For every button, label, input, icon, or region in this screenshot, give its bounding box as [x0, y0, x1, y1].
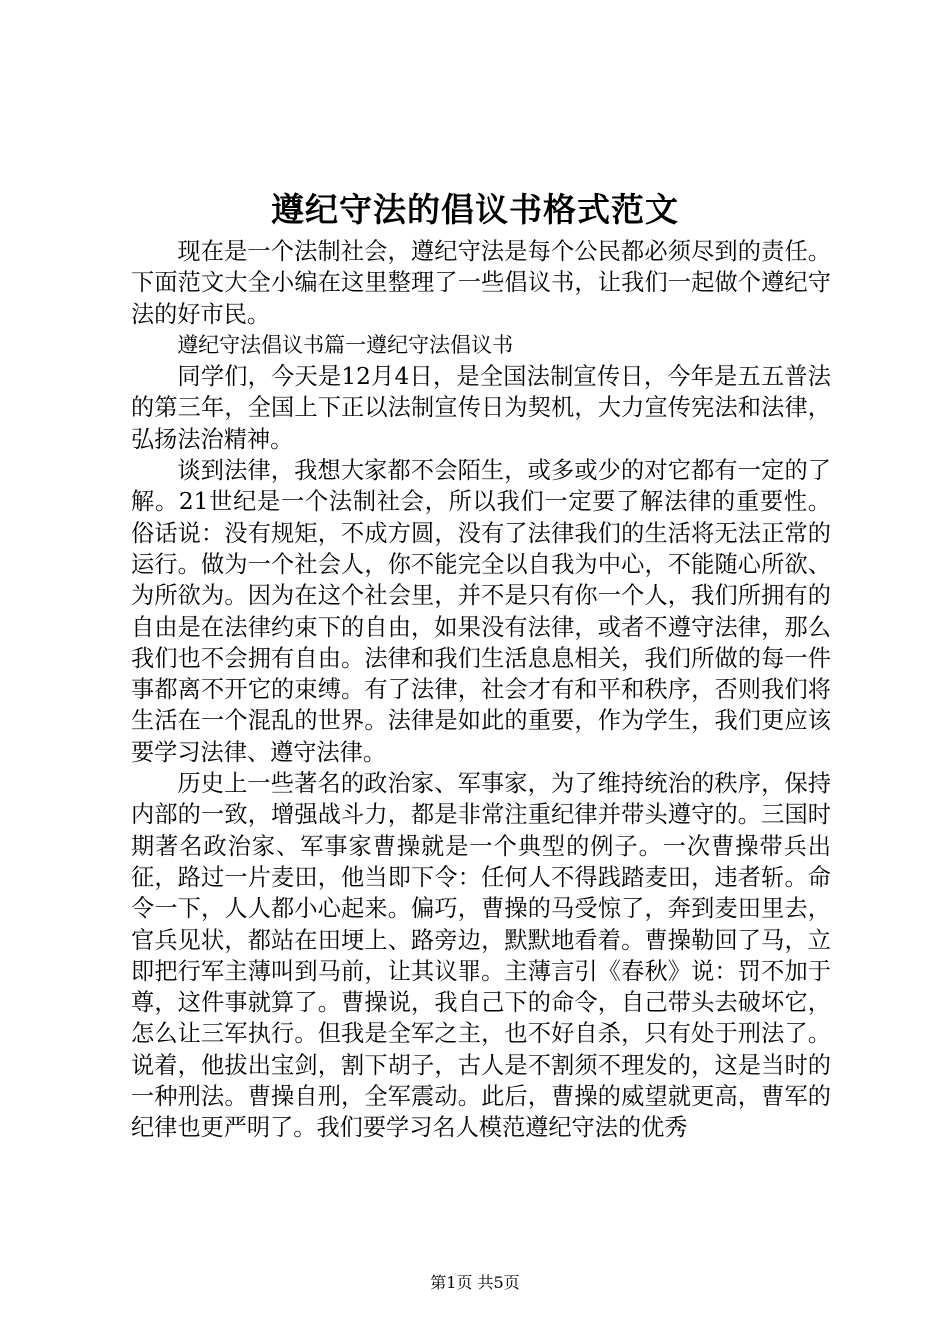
section-heading: 遵纪守法倡议书篇一遵纪守法倡议书: [177, 332, 514, 357]
paragraph-law-importance: 谈到法律，我想大家都不会陌生，或多或少的对它都有一定的了解。21世纪是一个法制社会，所以我们一定要了解法律的重要性。俗话说：没有规矩，不成方圆，没有了法律我们的生活将无法正常的运行。做为一个社会人，你不能完全以自我为中心，不能随心所欲、为所欲为。因为在这个社会里，并不是只有你一个人，我们所拥有的自由是在法律约束下的自由，如果没有法律，或者不遵守法律，那么我们也不会拥有自由。法律和我们生活息息相关，我们所做的每一件事都离不开它的束缚。有了法律，社会才有和平和秩序，否则我们将生活在一个混乱的世界。法律是如此的重要，作为学生，我们更应该要学习法律、遵守法律。: [131, 457, 831, 766]
paragraph-intro: 现在是一个法制社会，遵纪守法是每个公民都必须尽到的责任。下面范文大全小编在这里整理了一些倡议书，让我们一起做个遵纪守法的好市民。: [131, 238, 831, 328]
page-number-footer: 第1页 共5页: [430, 1273, 520, 1292]
paragraph-greeting: 同学们，今天是12月4日，是全国法制宣传日，今年是五五普法的第三年，全国上下正以法制宣传日为契机，大力宣传宪法和法律，弘扬法治精神。: [131, 363, 831, 453]
document-body: [131, 236, 831, 1144]
paragraph-history: 历史上一些著名的政治家、军事家，为了维持统治的秩序，保持内部的一致，增强战斗力，都是非常注重纪律并带头遵守的。三国时期著名政治家、军事家曹操就是一个典型的例子。一次曹操带兵出征，路过一片麦田，他当即下令：任何人不得践踏麦田，违者斩。命令一下，人人都小心起来。偏巧，曹操的马受惊了，奔到麦田里去，官兵见状，都站在田埂上、路旁边，默默地看着。曹操勒回了马，立即把行军主薄叫到马前，让其议罪。主薄言引《春秋》说：罚不加于尊，这件事就算了。曹操说，我自己下的命令，自己带头去破坏它，怎么让三军执行。但我是全军之主，也不好自杀，只有处于刑法了。说着，他拔出宝剑，割下胡子，古人是不割须不理发的，这是当时的一种刑法。曹操自刑，全军震动。此后，曹操的威望就更高，曹军的纪律也更严明了。我们要学习名人模范遵纪守法的优秀: [131, 770, 831, 1142]
document-title: 遵纪守法的倡议书格式范文: [271, 190, 679, 229]
